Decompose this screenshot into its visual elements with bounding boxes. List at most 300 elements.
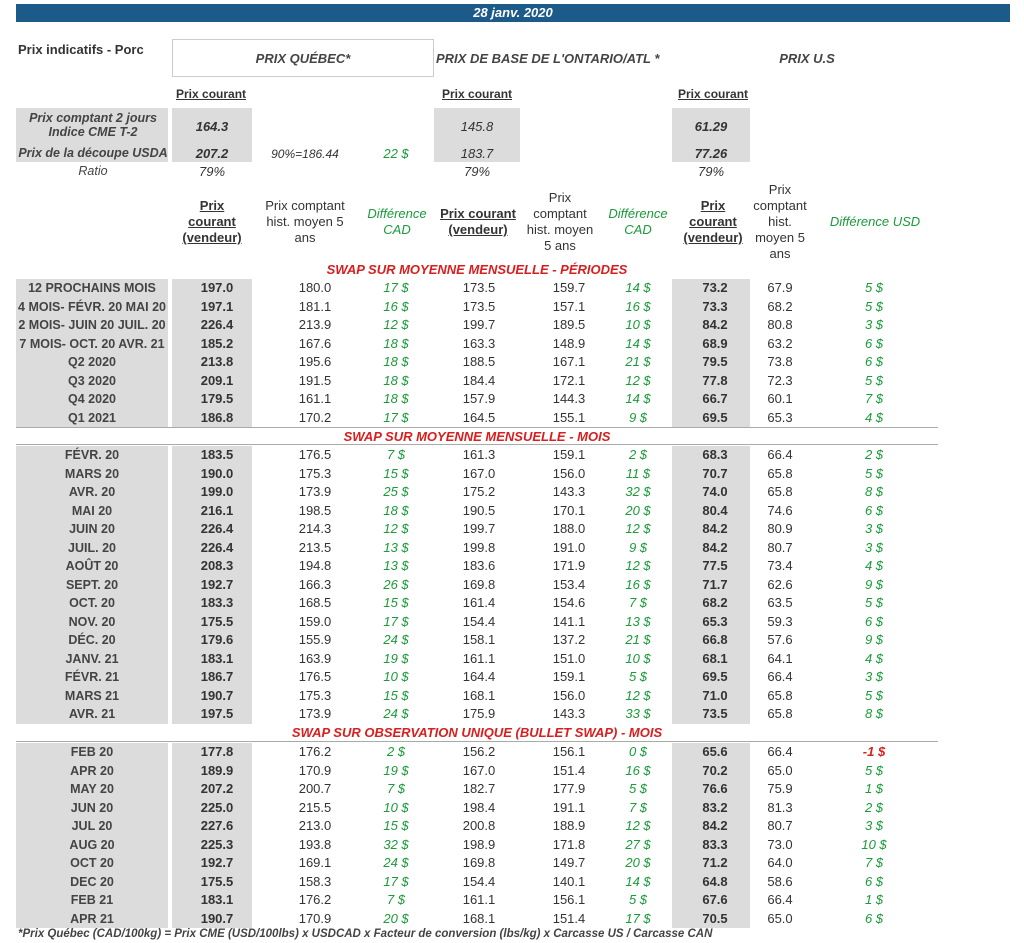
qc-diff: 13 $ <box>383 539 409 555</box>
qc-diff: 19 $ <box>383 650 409 666</box>
table-row <box>16 910 938 929</box>
qc-diff: 18 $ <box>383 354 409 369</box>
on-current: 158.1 <box>462 632 496 647</box>
us-hist: 65.8 <box>767 706 793 721</box>
us-diff: 5 $ <box>864 762 884 778</box>
table-row <box>16 539 938 558</box>
on-hist: 155.1 <box>552 409 586 425</box>
on-diff-head: Différence CAD <box>608 206 668 237</box>
row-label: 12 PROCHAINS MOIS <box>28 281 156 295</box>
row-label: APR 20 <box>70 763 114 778</box>
on-diff: 7 $ <box>628 595 648 610</box>
qc-hist: 173.9 <box>298 706 332 721</box>
us-current: 76.6 <box>702 781 728 796</box>
table-row <box>16 557 938 576</box>
us-current: 70.5 <box>702 910 728 926</box>
us-hist: 73.8 <box>767 354 793 369</box>
us-current: 68.1 <box>702 650 728 666</box>
on-current: 168.1 <box>462 910 496 926</box>
qc-diff: 24 $ <box>383 855 409 870</box>
qc-current: 183.5 <box>200 447 234 462</box>
us-diff: 2 $ <box>864 447 884 462</box>
table-row <box>16 483 938 502</box>
on-hist: 159.7 <box>552 280 586 295</box>
us-current: 70.7 <box>702 465 728 481</box>
on-diff: 7 $ <box>628 799 648 815</box>
row-label: MAI 20 <box>71 503 113 518</box>
us-current: 69.5 <box>702 409 728 425</box>
us-current: 74.0 <box>702 484 728 499</box>
on-diff: 12 $ <box>625 521 651 536</box>
table-row <box>16 613 938 632</box>
on-hist: 191.0 <box>552 539 586 555</box>
cme-label: Prix comptant 2 jours Indice CME T-2 <box>29 111 157 139</box>
table-row <box>16 446 938 465</box>
on-hist: 188.0 <box>552 521 586 536</box>
on-current: 157.9 <box>462 391 496 406</box>
us-diff: 5 $ <box>864 687 884 703</box>
on-hist: 148.9 <box>552 335 586 351</box>
qc-current: 179.5 <box>200 391 234 406</box>
table-row <box>16 520 938 539</box>
qc-hist: 213.5 <box>298 539 332 555</box>
row-label: OCT 20 <box>70 856 114 870</box>
us-hist: 58.6 <box>767 873 793 889</box>
us-hist: 73.4 <box>767 558 793 573</box>
date-bar: 28 janv. 2020 <box>16 4 1010 22</box>
qc-current: 175.5 <box>200 613 234 629</box>
qc-diff: 17 $ <box>383 280 409 295</box>
us-current: 77.8 <box>702 372 728 388</box>
table-row <box>16 799 938 818</box>
quebec-ratio-value: 79% <box>198 164 226 179</box>
row-label: DÉC. 20 <box>68 633 116 647</box>
us-hist: 65.8 <box>767 484 793 499</box>
us-header: PRIX U.S <box>779 51 835 66</box>
row-label: MAY 20 <box>70 782 114 796</box>
qc-hist: 214.3 <box>298 521 332 536</box>
us-diff-head: Différence USD <box>829 214 921 229</box>
on-diff: 20 $ <box>625 502 651 518</box>
on-current-head: Prix courant (vendeur) <box>440 206 516 237</box>
qc-current: 183.1 <box>200 650 234 666</box>
us-current: 71.7 <box>702 576 728 592</box>
row-label: MARS 20 <box>64 466 120 481</box>
table-row <box>16 502 938 521</box>
on-diff: 12 $ <box>625 558 651 573</box>
us-hist: 65.8 <box>767 687 793 703</box>
row-label: AUG 20 <box>69 837 115 852</box>
us-diff: 5 $ <box>864 372 884 388</box>
table-row <box>16 836 938 855</box>
quebec-header: PRIX QUÉBEC* <box>255 51 351 66</box>
us-diff: 8 $ <box>864 706 884 721</box>
on-current: 156.2 <box>462 744 496 759</box>
us-hist: 66.4 <box>767 669 793 684</box>
on-diff: 10 $ <box>625 650 651 666</box>
table-row <box>16 594 938 613</box>
us-hist: 74.6 <box>767 502 793 518</box>
on-hist: 151.4 <box>552 910 586 926</box>
on-hist: 159.1 <box>552 447 586 462</box>
ontario-current-label: Prix courant <box>442 87 513 101</box>
qc-diff: 17 $ <box>383 613 409 629</box>
qc-diff: 18 $ <box>383 391 409 406</box>
qc-current: 225.3 <box>200 836 234 852</box>
table-row <box>16 668 938 687</box>
row-label: JUIL. 20 <box>68 540 116 555</box>
qc-current: 175.5 <box>200 873 234 889</box>
table-row <box>16 650 938 669</box>
qc-hist: 176.2 <box>298 744 332 759</box>
qc-current: 185.2 <box>200 335 234 351</box>
qc-current: 190.7 <box>200 910 234 926</box>
ratio-label: Ratio <box>78 164 108 178</box>
row-label: JANV. 21 <box>65 651 119 666</box>
row-label: AOÛT 20 <box>65 559 119 573</box>
us-current-head: Prix courant (vendeur) <box>683 198 743 245</box>
on-hist: 153.4 <box>552 576 586 592</box>
row-label: JUN 20 <box>70 800 114 815</box>
us-hist-head: Prix comptant hist. moyen 5 ans <box>753 182 807 261</box>
quebec-usda-value: 207.2 <box>195 146 229 161</box>
us-cme-value: 61.29 <box>694 119 728 134</box>
on-current: 198.9 <box>462 836 496 852</box>
row-label: SEPT. 20 <box>65 577 119 592</box>
table-row <box>16 891 938 910</box>
page-title: Prix indicatifs - Porc <box>18 42 144 57</box>
on-current: 161.3 <box>462 447 496 462</box>
us-diff: 9 $ <box>864 576 884 592</box>
quebec-diff-value: 22 $ <box>383 146 409 161</box>
row-label: FEB 21 <box>70 893 114 907</box>
on-current: 169.8 <box>462 576 496 592</box>
qc-current: 197.5 <box>200 706 234 721</box>
us-diff: 5 $ <box>864 465 884 481</box>
qc-diff: 10 $ <box>383 799 409 815</box>
us-diff: 3 $ <box>864 818 884 833</box>
us-hist: 80.9 <box>767 521 793 536</box>
on-hist: 156.0 <box>552 465 586 481</box>
on-diff: 16 $ <box>625 762 651 778</box>
quebec-current-label: Prix courant <box>176 87 247 101</box>
on-current: 167.0 <box>462 762 496 778</box>
us-diff: 7 $ <box>864 855 884 870</box>
on-hist: 141.1 <box>552 613 586 629</box>
us-diff: 3 $ <box>864 521 884 536</box>
on-diff: 14 $ <box>625 280 651 295</box>
table-row <box>16 372 938 391</box>
on-current: 173.5 <box>462 280 496 295</box>
qc-hist: 155.9 <box>298 632 332 647</box>
on-current: 154.4 <box>462 613 496 629</box>
ontario-header: PRIX DE BASE DE L'ONTARIO/ATL * <box>436 51 660 66</box>
section-title: SWAP SUR OBSERVATION UNIQUE (BULLET SWAP) - MOIS <box>291 725 663 740</box>
on-hist: 143.3 <box>552 484 586 499</box>
on-diff: 9 $ <box>628 409 648 425</box>
table-row <box>16 687 938 706</box>
table-row <box>16 353 938 372</box>
on-diff: 5 $ <box>628 781 648 796</box>
us-diff: 5 $ <box>864 595 884 610</box>
us-current: 73.2 <box>702 280 728 295</box>
us-current: 71.2 <box>702 855 728 870</box>
us-diff: 1 $ <box>864 892 884 907</box>
qc-diff: 2 $ <box>386 744 406 759</box>
qc-hist-head: Prix comptant hist. moyen 5 ans <box>265 198 345 245</box>
on-diff: 2 $ <box>628 447 648 462</box>
us-current: 84.2 <box>702 317 728 332</box>
us-current: 69.5 <box>702 669 728 684</box>
on-current: 175.2 <box>462 484 496 499</box>
on-hist-head: Prix comptant hist. moyen 5 ans <box>526 190 594 253</box>
qc-hist: 176.5 <box>298 447 332 462</box>
us-diff: 4 $ <box>864 650 884 666</box>
qc-hist: 173.9 <box>298 484 332 499</box>
on-diff: 14 $ <box>625 873 651 889</box>
row-label: 7 MOIS- OCT. 20 AVR. 21 <box>19 336 165 351</box>
us-hist: 63.5 <box>767 595 793 610</box>
us-diff: 6 $ <box>864 335 884 351</box>
qc-diff: 12 $ <box>383 521 409 536</box>
us-current: 65.3 <box>702 613 728 629</box>
qc-current: 216.1 <box>200 502 234 518</box>
on-diff: 32 $ <box>625 484 651 499</box>
us-hist: 81.3 <box>767 799 793 815</box>
us-diff: 9 $ <box>864 632 884 647</box>
ontario-cme-value: 145.8 <box>460 119 494 134</box>
row-label: Q1 2021 <box>68 410 116 425</box>
on-diff: 12 $ <box>625 818 651 833</box>
us-current: 66.7 <box>702 391 728 406</box>
us-hist: 65.3 <box>767 409 793 425</box>
on-hist: 137.2 <box>552 632 586 647</box>
qc-hist: 170.2 <box>298 409 332 425</box>
on-current: 161.4 <box>462 595 496 610</box>
table-row <box>16 335 938 354</box>
us-diff: 2 $ <box>864 799 884 815</box>
us-hist: 59.3 <box>767 613 793 629</box>
qc-current: 190.0 <box>200 465 234 481</box>
qc-hist: 168.5 <box>298 595 332 610</box>
table-row <box>16 576 938 595</box>
us-current: 73.3 <box>702 298 728 314</box>
on-hist: 157.1 <box>552 298 586 314</box>
on-diff: 16 $ <box>625 576 651 592</box>
us-diff: 4 $ <box>864 409 884 425</box>
section-divider <box>16 444 938 445</box>
on-current: 199.8 <box>462 539 496 555</box>
us-diff: 3 $ <box>864 317 884 332</box>
us-current: 83.2 <box>702 799 728 815</box>
section-title: SWAP SUR MOYENNE MENSUELLE - MOIS <box>343 429 611 444</box>
qc-diff: 18 $ <box>383 372 409 388</box>
on-current: 199.7 <box>462 521 496 536</box>
qc-diff: 10 $ <box>383 669 409 684</box>
qc-current: 199.0 <box>200 484 234 499</box>
qc-hist: 163.9 <box>298 650 332 666</box>
on-current: 184.4 <box>462 372 496 388</box>
row-label: FÉVR. 20 <box>64 448 120 462</box>
qc-diff: 7 $ <box>386 892 406 907</box>
qc-hist: 170.9 <box>298 910 332 926</box>
on-current: 188.5 <box>462 354 496 369</box>
on-hist: 156.1 <box>552 892 586 907</box>
qc-current: 197.1 <box>200 298 234 314</box>
us-diff: 7 $ <box>864 391 884 406</box>
qc-diff: 25 $ <box>383 484 409 499</box>
us-current: 70.2 <box>702 762 728 778</box>
qc-current: 177.8 <box>200 744 234 759</box>
on-hist: 188.9 <box>552 818 586 833</box>
us-diff: 5 $ <box>864 298 884 314</box>
on-current: 182.7 <box>462 781 496 796</box>
qc-hist: 215.5 <box>298 799 332 815</box>
us-hist: 65.8 <box>767 465 793 481</box>
on-hist: 144.3 <box>552 391 586 406</box>
table-row <box>16 743 938 762</box>
qc-current: 207.2 <box>200 781 234 796</box>
qc-hist: 170.9 <box>298 762 332 778</box>
row-label: NOV. 20 <box>68 614 116 629</box>
footnote: *Prix Québec (CAD/100kg) = Prix CME (USD/100lbs) x USDCAD x Facteur de conversion (lbs/kg) x Carcasse US / Carcasse CAN <box>18 928 713 940</box>
on-hist: 171.9 <box>552 558 586 573</box>
qc-hist: 176.2 <box>298 892 332 907</box>
us-diff: 3 $ <box>864 669 884 684</box>
row-label: MARS 21 <box>64 688 120 703</box>
on-hist: 149.7 <box>552 855 586 870</box>
qc-current: 225.0 <box>200 799 234 815</box>
us-hist: 72.3 <box>767 372 793 388</box>
us-current: 71.0 <box>702 687 728 703</box>
on-current: 154.4 <box>462 873 496 889</box>
table-row <box>16 316 938 335</box>
qc-diff: 26 $ <box>383 576 409 592</box>
row-label: APR 21 <box>70 911 114 926</box>
qc-diff: 15 $ <box>383 687 409 703</box>
us-hist: 65.0 <box>767 910 793 926</box>
us-hist: 66.4 <box>767 447 793 462</box>
qc-diff: 18 $ <box>383 335 409 351</box>
qc-diff: 15 $ <box>383 465 409 481</box>
on-diff: 14 $ <box>625 335 651 351</box>
us-hist: 80.8 <box>767 317 793 332</box>
us-hist: 64.1 <box>767 650 793 666</box>
on-diff: 12 $ <box>625 687 651 703</box>
qc-current: 226.4 <box>200 317 234 332</box>
qc-hist: 161.1 <box>298 391 332 406</box>
qc-current: 192.7 <box>200 576 234 592</box>
on-diff: 13 $ <box>625 613 651 629</box>
on-hist: 151.4 <box>552 762 586 778</box>
row-label: 4 MOIS- FÉVR. 20 MAI 20 <box>18 299 166 314</box>
row-label: FEB 20 <box>70 745 114 759</box>
qc-diff: 18 $ <box>383 502 409 518</box>
qc-hist: 180.0 <box>298 280 332 295</box>
qc-hist: 158.3 <box>298 873 332 889</box>
us-diff: 6 $ <box>864 613 884 629</box>
on-diff: 5 $ <box>628 669 648 684</box>
row-label: AVR. 21 <box>68 707 116 721</box>
quebec-pct-value: 90%=186.44 <box>271 147 339 161</box>
on-hist: 143.3 <box>552 706 586 721</box>
us-diff: 6 $ <box>864 910 884 926</box>
us-diff: 5 $ <box>864 280 884 295</box>
us-diff: 4 $ <box>864 558 884 573</box>
on-current: 200.8 <box>462 818 496 833</box>
us-current: 68.2 <box>702 595 728 610</box>
us-hist: 64.0 <box>767 855 793 870</box>
on-diff: 17 $ <box>625 910 651 926</box>
on-hist: 140.1 <box>552 873 586 889</box>
qc-current: 226.4 <box>200 539 234 555</box>
table-row <box>16 762 938 781</box>
qc-diff: 7 $ <box>386 447 406 462</box>
us-current: 68.9 <box>702 335 728 351</box>
table-row <box>16 390 938 409</box>
table-row <box>16 873 938 892</box>
us-current: 84.2 <box>702 818 728 833</box>
on-diff: 21 $ <box>625 632 651 647</box>
on-diff: 21 $ <box>625 354 651 369</box>
table-row <box>16 817 938 836</box>
us-hist: 73.0 <box>767 836 793 852</box>
on-hist: 156.0 <box>552 687 586 703</box>
table-row <box>16 279 938 298</box>
on-hist: 189.5 <box>552 317 586 332</box>
row-label: 2 MOIS- JUIN 20 JUIL. 20 <box>18 318 166 332</box>
table-row <box>16 409 938 428</box>
qc-current: 197.0 <box>200 280 234 295</box>
on-current: 199.7 <box>462 317 496 332</box>
us-usda-value: 77.26 <box>694 146 728 161</box>
on-current: 173.5 <box>462 298 496 314</box>
ontario-ratio-value: 79% <box>463 164 491 179</box>
on-current: 198.4 <box>462 799 496 815</box>
table-row <box>16 298 938 317</box>
on-current: 161.1 <box>462 650 496 666</box>
qc-current: 192.7 <box>200 855 234 870</box>
us-diff: 6 $ <box>864 502 884 518</box>
qc-diff: 12 $ <box>383 317 409 332</box>
qc-hist: 213.0 <box>298 818 332 833</box>
us-current: 84.2 <box>702 521 728 536</box>
qc-current: 226.4 <box>200 521 234 536</box>
qc-hist: 175.3 <box>298 687 332 703</box>
qc-hist: 191.5 <box>298 372 332 388</box>
qc-diff: 19 $ <box>383 762 409 778</box>
on-diff: 20 $ <box>625 855 651 870</box>
qc-current: 183.1 <box>200 892 234 907</box>
on-diff: 16 $ <box>625 298 651 314</box>
on-current: 164.4 <box>462 669 496 684</box>
us-hist: 75.9 <box>767 781 793 796</box>
row-label: Q4 2020 <box>68 392 116 406</box>
on-current: 183.6 <box>462 558 496 573</box>
us-current: 65.6 <box>702 744 728 759</box>
us-hist: 67.9 <box>767 280 793 295</box>
us-hist: 63.2 <box>767 335 793 351</box>
on-current: 164.5 <box>462 409 496 425</box>
qc-hist: 200.7 <box>298 781 332 796</box>
qc-diff-head: Différence CAD <box>367 206 427 237</box>
us-hist: 57.6 <box>767 632 793 647</box>
row-label: FÉVR. 21 <box>64 670 120 684</box>
qc-current: 213.8 <box>200 354 234 369</box>
on-diff: 10 $ <box>625 317 651 332</box>
on-diff: 11 $ <box>625 465 651 481</box>
us-hist: 65.0 <box>767 762 793 778</box>
